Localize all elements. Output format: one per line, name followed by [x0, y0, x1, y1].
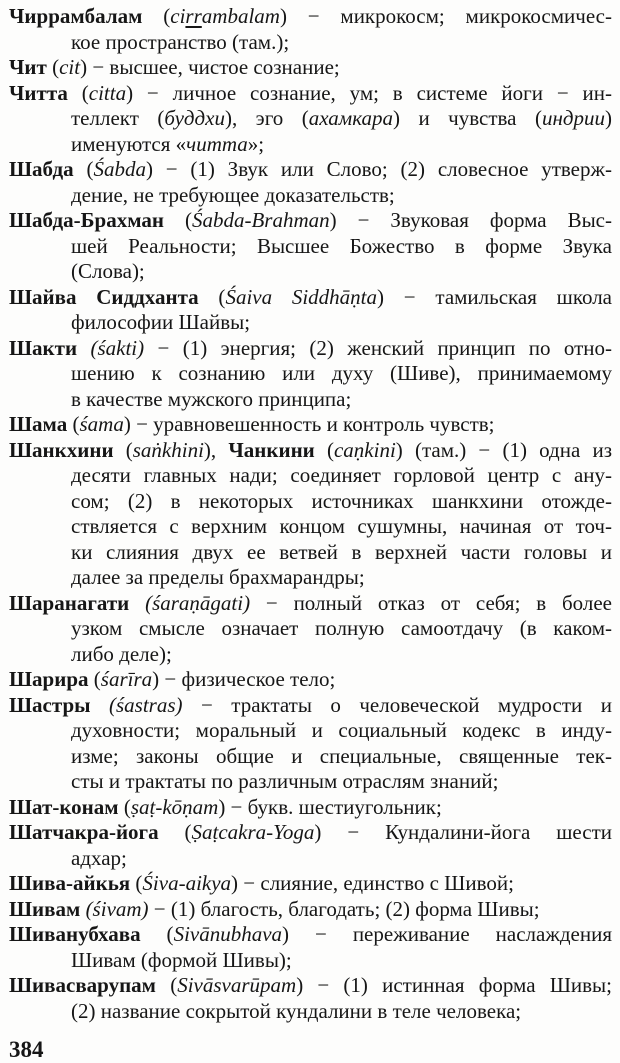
transliteration: ахамкара: [308, 106, 393, 130]
dictionary-entry: [9, 55, 612, 81]
text-line: [9, 514, 612, 540]
definition-text: адхар;: [71, 845, 127, 870]
dictionary-entry: [9, 667, 612, 693]
text-line: [9, 310, 612, 336]
dictionary-entry: [9, 412, 612, 438]
definition-text: дение, не требующее доказательств;: [71, 182, 395, 207]
text-line: [9, 30, 612, 56]
text-line: [9, 846, 612, 872]
dictionary-entry: [9, 81, 612, 158]
dictionary-entry: [9, 922, 612, 973]
text-line: [9, 922, 612, 948]
entry-term: Шиванубхава: [9, 922, 141, 946]
transliteration: śarīra: [100, 667, 153, 691]
dictionary-entry: [9, 973, 612, 1024]
text-line: [9, 973, 612, 999]
transliteration: Śabda-Brahman: [191, 208, 330, 232]
text-line: [9, 948, 612, 974]
text-line: [9, 616, 612, 642]
text-line: [9, 259, 612, 285]
definition-text: ) − (1) Звук или Слово; (2) словесное утверж-: [145, 157, 612, 181]
entry-term: Шайва Сиддханта: [9, 284, 199, 309]
definition-text: [129, 591, 145, 615]
text-line: [9, 285, 612, 311]
text-line: [9, 897, 612, 923]
definition-text: изме; законы общие и специальные, священные тек-: [71, 743, 612, 768]
entry-term: Шатчакра-йога: [9, 820, 159, 844]
definition-text: духовности; моральный и социальный кодекс в инду-: [71, 718, 612, 742]
definition-text: ствляется с верхним концом сушумны, начиная от точ-: [71, 514, 612, 538]
definition-text: ) − микрокосм; микрокосмичес-: [279, 4, 612, 28]
entries-list: [9, 4, 612, 1024]
transliteration: ci: [170, 4, 186, 28]
entry-term: Чанкини: [228, 437, 315, 462]
entry-term: Шакти: [9, 335, 78, 360]
entry-term: Шивам: [9, 896, 81, 921]
definition-text: (2) название сокрытой кундалини в теле человека;: [71, 998, 522, 1023]
text-line: [9, 183, 612, 209]
text-line: [9, 208, 612, 234]
text-line: [9, 132, 612, 158]
text-line: [9, 412, 612, 438]
definition-text: именуются «: [71, 131, 187, 156]
definition-text: (Слова);: [71, 259, 145, 283]
definition-text: ) − Звуковая форма Выс-: [329, 208, 612, 232]
dictionary-entry: [9, 157, 612, 208]
definition-text: шей Реальности; Высшее Божество в форме Звука: [71, 233, 612, 258]
text-line: [9, 361, 612, 387]
definition-text: ) − высшее, чистое сознание;: [80, 55, 340, 79]
entry-term: Шанкхини: [9, 437, 114, 462]
transliteration: индрии: [541, 106, 605, 130]
text-line: [9, 565, 612, 591]
text-line: [9, 387, 612, 413]
definition-text: ), эго (: [224, 106, 309, 130]
definition-text: (: [163, 208, 192, 232]
entry-term: Шабда: [9, 157, 74, 181]
transliteration: буддхи: [164, 106, 225, 130]
definition-text: ),: [203, 437, 229, 462]
entry-term: Шабда-Брахман: [9, 208, 164, 232]
definition-text: (: [67, 412, 80, 436]
transliteration: Śiva-aikya: [142, 871, 232, 895]
definition-text: (: [46, 55, 60, 79]
entry-term: Шама: [9, 412, 68, 436]
dictionary-entry: [9, 871, 612, 897]
transliteration: citta: [88, 80, 127, 105]
definition-text: (: [155, 973, 178, 997]
definition-text: ) − переживание наслаждения: [282, 922, 612, 946]
text-line: [9, 642, 612, 668]
dictionary-entry: [9, 591, 612, 668]
page-number: 384: [9, 1037, 44, 1062]
dictionary-entry: [9, 208, 612, 285]
definition-text: ки слияния двух ее ветвей в верхней части головы и: [71, 539, 612, 564]
text-line: [9, 4, 612, 30]
text-line: [9, 234, 612, 260]
definition-text: − трактаты о человеческой мудрости и: [182, 692, 612, 717]
entry-term: Чит: [9, 55, 47, 79]
entry-term: Шаранагати: [9, 590, 130, 615]
transliteration: (śaraṇāgati): [145, 590, 251, 615]
entry-term: Шива-айкья: [9, 871, 131, 895]
definition-text: (: [118, 794, 131, 819]
definition-text: сты и трактаты по различным отраслям знаний;: [71, 769, 499, 793]
entry-term: Шарира: [9, 667, 89, 691]
dictionary-entry: [9, 438, 612, 591]
entry-term: Шат-конам: [9, 794, 119, 819]
definition-text: ) − букв. шестиугольник;: [218, 794, 442, 819]
dictionary-entry: [9, 4, 612, 55]
definition-text: (: [113, 437, 133, 462]
definition-text: ) − Кундалини-йога шести: [314, 820, 612, 844]
definition-text: − (1) энергия; (2) женский принцип по отно-: [144, 335, 613, 360]
entry-term: Шивасварупам: [9, 973, 156, 997]
transliteration: śama: [79, 412, 124, 436]
text-line: [9, 820, 612, 846]
definition-text: (: [130, 871, 143, 895]
dictionary-entry: [9, 820, 612, 871]
text-line: [9, 489, 612, 515]
text-line: [9, 591, 612, 617]
definition-text: ) − физическое тело;: [152, 667, 336, 691]
entry-term: Шастры: [9, 692, 91, 717]
definition-text: далее за пределы брахмарандры;: [71, 565, 365, 589]
text-line: [9, 336, 612, 362]
text-line: [9, 871, 612, 897]
transliteration: ṣaṭ-kōṇam: [130, 794, 219, 819]
transliteration: saṅkhini: [132, 437, 204, 462]
definition-text: кое пространство (там.);: [71, 29, 290, 54]
entry-term: Читта: [9, 80, 68, 105]
definition-text: сом; (2) в некоторых источниках шанкхини отожде-: [71, 488, 612, 513]
definition-text: (: [198, 284, 226, 309]
text-line: [9, 540, 612, 566]
transliteration: Śabda: [93, 157, 146, 181]
transliteration: caṇkini: [333, 437, 396, 462]
definition-text: теллект (: [71, 106, 165, 130]
text-line: [9, 438, 612, 464]
definition-text: ) − тамильская школа: [377, 284, 612, 309]
transliteration: (śastras): [109, 692, 183, 717]
definition-text: ) (там.) − (1) одна из: [395, 437, 612, 462]
text-line: [9, 693, 612, 719]
dictionary-entry: [9, 795, 612, 821]
definition-text: в качестве мужского принципа;: [71, 386, 352, 411]
definition-text: узком смысле означает полную самоотдачу (в каком-: [71, 616, 612, 640]
dictionary-entry: [9, 897, 612, 923]
transliteration: Ṣaṭcakra-Yoga: [191, 820, 315, 844]
definition-text: ) − личное сознание, ум; в системе йоги − ин-: [126, 80, 612, 105]
definition-text: − (1) благость, благодать; (2) форма Шивы;: [148, 896, 540, 921]
transliteration: (śivam): [85, 896, 149, 921]
text-line: [9, 81, 612, 107]
transliteration: cit: [59, 55, 81, 79]
definition-text: шению к сознанию или духу (Шиве), принимаемому: [71, 361, 612, 385]
text-line: [9, 667, 612, 693]
definition-text: либо деле);: [71, 641, 172, 666]
definition-text: (: [158, 820, 192, 844]
definition-text: (: [142, 4, 171, 28]
definition-text: ) − (1) истинная форма Шивы;: [296, 973, 612, 997]
definition-text: философии Шайвы;: [71, 310, 251, 334]
definition-text: ): [605, 106, 612, 130]
definition-text: десяти главных нади; соединяет горловой центр с ану-: [71, 463, 612, 487]
definition-text: − полный отказ от себя; в более: [250, 590, 613, 615]
text-line: [9, 718, 612, 744]
entry-term: Чиррамбалам: [9, 4, 143, 28]
text-line: [9, 157, 612, 183]
definition-text: ) и чувства (: [393, 106, 542, 130]
definition-text: (: [314, 437, 334, 462]
definition-text: [91, 693, 109, 717]
definition-text: [77, 336, 90, 360]
transliteration: Sivānubhava: [173, 922, 283, 946]
text-line: [9, 795, 612, 821]
transliteration: rr: [185, 4, 202, 28]
definition-text: Шивам (формой Шивы);: [71, 947, 292, 972]
text-line: [9, 744, 612, 770]
definition-text: ) − уравновешенность и контроль чувств;: [123, 412, 495, 436]
definition-text: (: [67, 80, 89, 105]
definition-text: (: [73, 157, 94, 181]
dictionary-entry: [9, 693, 612, 795]
dictionary-entry: [9, 336, 612, 413]
transliteration: Śaiva Siddhāṇta: [225, 284, 378, 309]
definition-text: ) − слияние, единство с Шивой;: [231, 871, 514, 895]
transliteration: Sivāsvarūpam: [177, 973, 297, 997]
dictionary-entry: [9, 285, 612, 336]
definition-text: (: [140, 922, 174, 946]
text-line: [9, 769, 612, 795]
text-line: [9, 999, 612, 1025]
definition-text: (: [88, 667, 101, 691]
transliteration: читта: [186, 131, 248, 156]
text-line: [9, 106, 612, 132]
definition-text: »;: [247, 131, 265, 156]
text-line: [9, 463, 612, 489]
text-line: [9, 55, 612, 81]
transliteration: ambalam: [201, 4, 280, 28]
transliteration: (śakti): [90, 335, 145, 360]
